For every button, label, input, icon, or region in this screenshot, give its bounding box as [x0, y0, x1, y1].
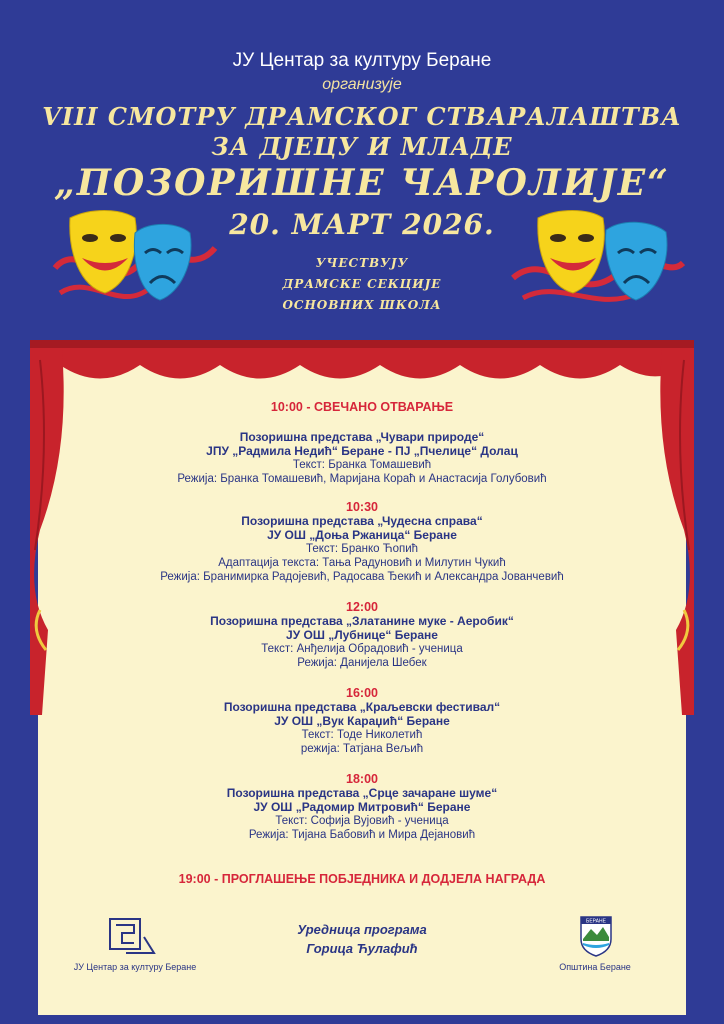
play-detail: Текст: Бранко Ћопић: [305, 543, 419, 555]
culture-center-logo-icon: [108, 917, 156, 957]
program-block: [0, 430, 724, 486]
play-time: 16:00: [346, 686, 378, 700]
opening-ceremony: 10:00 - СВЕЧАНО ОТВАРАЊЕ: [270, 400, 454, 414]
play-detail: Режија: Тијана Бабовић и Мира Дејановић: [248, 829, 476, 841]
play-time: 12:00: [346, 600, 378, 614]
play-detail: Адаптација текста: Тања Радуновић и Милутин Чукић: [218, 557, 506, 569]
organizes-label: организује: [322, 76, 402, 93]
play-detail: режија: Татјана Вељић: [300, 743, 424, 755]
play-title: Позоришна представа „Срце зачаране шуме“: [226, 786, 498, 800]
event-line-1: VIII СМОТРУ ДРАМСКОГ СТВАРАЛАШТВА: [42, 102, 682, 131]
program-block: [0, 772, 724, 842]
theatre-masks-icon: [508, 208, 688, 318]
play-detail: Текст: Софија Вујовић - ученица: [275, 815, 449, 827]
play-school: ЈУ ОШ „Радомир Митровић“ Беране: [253, 800, 471, 814]
participants-line: УЧЕСТВУЈУ: [315, 256, 409, 270]
play-detail: Текст: Анђелија Обрадовић - ученица: [261, 643, 463, 655]
play-time: 18:00: [346, 772, 378, 786]
crest-text: БЕРАНЕ: [586, 918, 606, 925]
event-line-2: ЗА ДЈЕЦУ И МЛАДЕ: [211, 132, 513, 161]
play-title: Позоришна представа „Чувари природе“: [239, 430, 485, 444]
culture-center-caption: ЈУ Центар за културу Беране: [73, 962, 197, 972]
play-title: Позоришна представа „Чудесна справа“: [241, 514, 483, 528]
play-detail: Режија: Данијела Шебек: [297, 657, 427, 669]
festival-title: „ПОЗОРИШНЕ ЧАРОЛИЈЕ“: [54, 162, 670, 204]
play-detail: Режија: Бранка Томашевић, Маријана Кораћ и Анастасија Голубовић: [177, 473, 547, 485]
play-school: ЈПУ „Радмила Недић“ Беране - ПЈ „Пчелице“ Долац: [206, 444, 518, 458]
theatre-masks-icon: [50, 208, 220, 318]
play-school: ЈУ ОШ „Лубнице“ Беране: [286, 628, 438, 642]
editor-name: Горица Ћулафић: [306, 941, 418, 956]
play-time: 10:30: [346, 500, 378, 514]
play-detail: Текст: Тоде Николетић: [301, 729, 423, 741]
participants-line: ОСНОВНИХ ШКОЛА: [282, 298, 442, 312]
play-title: Позоришна представа „Краљевски фестивал“: [223, 700, 501, 714]
play-detail: Режија: Бранимирка Радојевић, Радосава Ђекић и Александра Јованчевић: [160, 571, 564, 583]
play-detail: Текст: Бранка Томашевић: [292, 459, 432, 471]
play-title: Позоришна представа „Златанине муке - Аеробик“: [210, 614, 514, 628]
organizer-name: ЈУ Центар за културу Беране: [232, 50, 492, 71]
program-block: [0, 686, 724, 756]
participants-line: ДРАМСКЕ СЕКЦИЈЕ: [282, 277, 442, 291]
event-date: 20. МАРТ 2026.: [229, 208, 495, 241]
program-block: [0, 600, 724, 670]
municipality-caption: Општина Беране: [559, 962, 631, 972]
program-block: [0, 500, 724, 584]
play-school: ЈУ ОШ „Доња Ржаница“ Беране: [267, 528, 457, 542]
closing-ceremony: 19:00 - ПРОГЛАШЕЊЕ ПОБЈЕДНИКА И ДОДЈЕЛА НАГРАДА: [178, 872, 546, 886]
editor-title: Уредница програма: [297, 922, 427, 937]
play-school: ЈУ ОШ „Вук Караџић“ Беране: [274, 714, 450, 728]
municipality-crest-icon: [579, 913, 613, 957]
